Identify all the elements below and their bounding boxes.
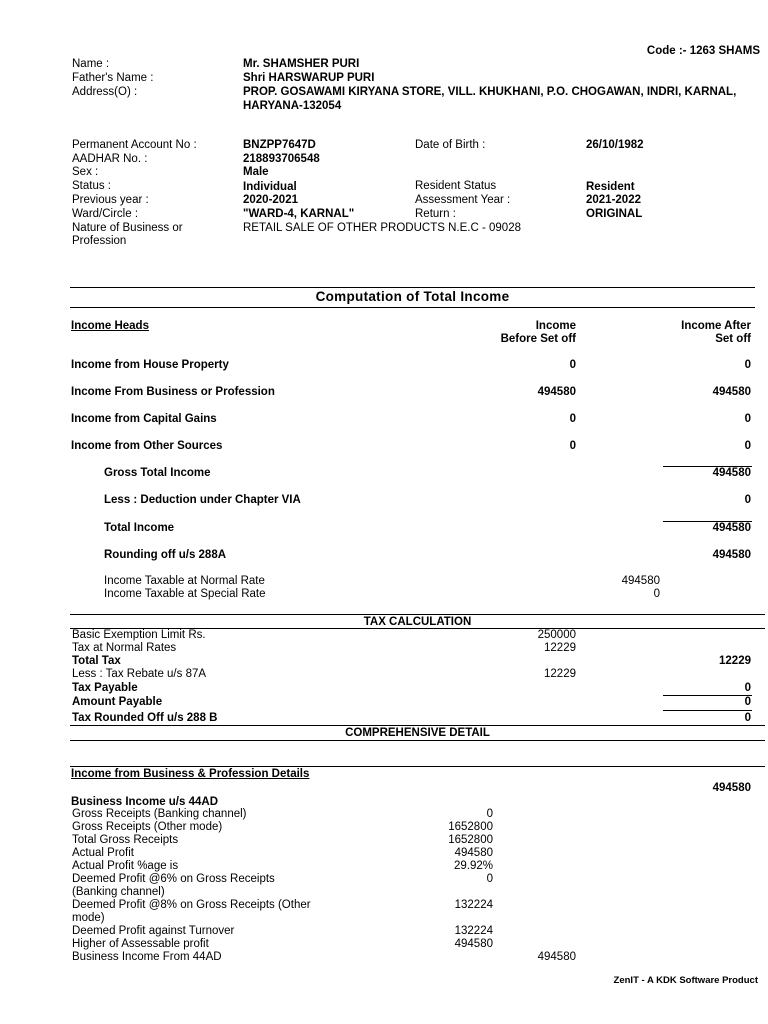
- tax-rounded-value: 0: [744, 712, 751, 724]
- total-gross-label: Total Gross Receipts: [72, 834, 179, 846]
- normal-rate-value: 494580: [621, 575, 660, 587]
- divider: [70, 740, 765, 741]
- normal-rate-label: Income Taxable at Normal Rate: [104, 575, 265, 587]
- deemed8-value: 132224: [454, 899, 493, 911]
- total-gross-value: 1652800: [448, 834, 493, 846]
- actual-pct-label: Actual Profit %age is: [72, 860, 179, 872]
- resident-value: Resident: [586, 181, 635, 193]
- pan-label: Permanent Account No :: [72, 139, 197, 151]
- name-label: Name :: [72, 58, 110, 70]
- business-44ad-title: Business Income u/s 44AD: [71, 796, 218, 808]
- actual-profit-label: Actual Profit: [72, 847, 134, 859]
- row-house-property-after: 0: [744, 359, 751, 371]
- gr-bank-value: 0: [486, 808, 493, 820]
- normal-rates-value: 12229: [544, 642, 576, 654]
- deduction-value: 0: [744, 494, 751, 506]
- footer-product: ZenIT - A KDK Software Product: [613, 975, 758, 986]
- actual-pct-value: 29.92%: [453, 860, 493, 872]
- business-section-total: 494580: [712, 782, 751, 794]
- rebate-label: Less : Tax Rebate u/s 87A: [72, 668, 207, 680]
- total-tax-value: 12229: [719, 655, 751, 667]
- gti-value: 494580: [712, 467, 751, 479]
- tax-calculation-title: TAX CALCULATION: [363, 616, 472, 628]
- gr-other-label: Gross Receipts (Other mode): [72, 821, 223, 833]
- code-label: Code :- 1263 SHAMS: [646, 45, 760, 57]
- sex-value: Male: [243, 166, 269, 178]
- status-value: Individual: [243, 181, 297, 193]
- nature-value: RETAIL SALE OF OTHER PRODUCTS N.E.C - 09028: [243, 222, 521, 234]
- row-capital-gains-label: Income from Capital Gains: [71, 413, 217, 425]
- col-after-line2: Set off: [715, 333, 751, 345]
- exemption-value: 250000: [537, 629, 576, 641]
- dob-label: Date of Birth :: [415, 139, 486, 151]
- pan-value: BNZPP7647D: [243, 139, 316, 151]
- total-income-value: 494580: [712, 522, 751, 534]
- row-business-before: 494580: [537, 386, 576, 398]
- ay-label: Assessment Year :: [415, 194, 511, 206]
- comprehensive-title: COMPREHENSIVE DETAIL: [345, 727, 490, 739]
- bi44ad-value: 494580: [537, 951, 576, 963]
- deemed8-label-line2: mode): [72, 912, 105, 924]
- status-label: Status :: [72, 180, 111, 192]
- normal-rates-label: Tax at Normal Rates: [72, 642, 177, 654]
- deemed6-value: 0: [486, 873, 493, 885]
- tax-payable-label: Tax Payable: [72, 682, 138, 694]
- divider: [70, 287, 755, 288]
- deduction-label: Less : Deduction under Chapter VIA: [104, 494, 301, 506]
- bi44ad-label: Business Income From 44AD: [72, 951, 222, 963]
- rounding-value: 494580: [712, 549, 751, 561]
- dob-value: 26/10/1982: [586, 139, 644, 151]
- father-value: Shri HARSWARUP PURI: [243, 72, 375, 84]
- turnover-value: 132224: [454, 925, 493, 937]
- ward-label: Ward/Circle :: [72, 208, 139, 220]
- row-house-property-before: 0: [569, 359, 576, 371]
- row-other-sources-label: Income from Other Sources: [71, 440, 223, 452]
- deemed6-label-line1: Deemed Profit @6% on Gross Receipts: [72, 873, 275, 885]
- return-value: ORIGINAL: [586, 208, 643, 220]
- special-rate-value: 0: [653, 588, 660, 600]
- col-before-line2: Before Set off: [500, 333, 576, 345]
- special-rate-label: Income Taxable at Special Rate: [104, 588, 266, 600]
- divider: [70, 725, 765, 726]
- row-other-sources-after: 0: [744, 440, 751, 452]
- ward-value: "WARD-4, KARNAL": [243, 208, 355, 220]
- row-business-after: 494580: [712, 386, 751, 398]
- row-business-label: Income From Business or Profession: [71, 386, 275, 398]
- ay-value: 2021-2022: [586, 194, 641, 206]
- address-label: Address(O) :: [72, 86, 138, 98]
- exemption-label: Basic Exemption Limit Rs.: [72, 629, 206, 641]
- computation-title: Computation of Total Income: [315, 289, 510, 304]
- father-label: Father's Name :: [72, 72, 154, 84]
- nature-label-line1: Nature of Business or: [72, 222, 183, 234]
- business-section-title: Income from Business & Profession Details: [71, 768, 310, 780]
- higher-value: 494580: [454, 938, 493, 950]
- nature-label-line2: Profession: [72, 235, 127, 247]
- gr-other-value: 1652800: [448, 821, 493, 833]
- tax-payable-value: 0: [744, 682, 751, 694]
- deemed6-label-line2: (Banking channel): [72, 886, 165, 898]
- resident-label: Resident Status: [415, 180, 497, 192]
- total-tax-label: Total Tax: [72, 655, 121, 667]
- divider: [70, 766, 765, 767]
- col-income-heads: Income Heads: [71, 320, 149, 332]
- higher-label: Higher of Assessable profit: [72, 938, 209, 950]
- tax-rounded-label: Tax Rounded Off u/s 288 B: [72, 712, 218, 724]
- address-line2: HARYANA-132054: [243, 100, 342, 112]
- col-before-line1: Income: [535, 320, 576, 332]
- amount-payable-value: 0: [744, 696, 751, 708]
- row-house-property-label: Income from House Property: [71, 359, 229, 371]
- name-value: Mr. SHAMSHER PURI: [243, 58, 360, 70]
- deemed8-label-line1: Deemed Profit @8% on Gross Receipts (Other: [72, 899, 311, 911]
- row-other-sources-before: 0: [569, 440, 576, 452]
- return-label: Return :: [415, 208, 456, 220]
- aadhar-label: AADHAR No. :: [72, 153, 148, 165]
- gr-bank-label: Gross Receipts (Banking channel): [72, 808, 247, 820]
- divider: [70, 307, 755, 308]
- rebate-value: 12229: [544, 668, 576, 680]
- total-income-label: Total Income: [104, 522, 175, 534]
- amount-payable-label: Amount Payable: [72, 696, 163, 708]
- address-line1: PROP. GOSAWAMI KIRYANA STORE, VILL. KHUKHANI, P.O. CHOGAWAN, INDRI, KARNAL,: [243, 86, 737, 98]
- sex-label: Sex :: [72, 166, 99, 178]
- col-after-line1: Income After: [681, 320, 751, 332]
- row-capital-gains-after: 0: [744, 413, 751, 425]
- aadhar-value: 218893706548: [243, 153, 320, 165]
- row-capital-gains-before: 0: [569, 413, 576, 425]
- gti-label: Gross Total Income: [104, 467, 211, 479]
- divider: [70, 614, 765, 615]
- turnover-label: Deemed Profit against Turnover: [72, 925, 235, 937]
- actual-profit-value: 494580: [454, 847, 493, 859]
- rounding-label: Rounding off u/s 288A: [104, 549, 227, 561]
- prev-year-value: 2020-2021: [243, 194, 298, 206]
- prev-year-label: Previous year :: [72, 194, 149, 206]
- subtotal-line: [663, 710, 752, 711]
